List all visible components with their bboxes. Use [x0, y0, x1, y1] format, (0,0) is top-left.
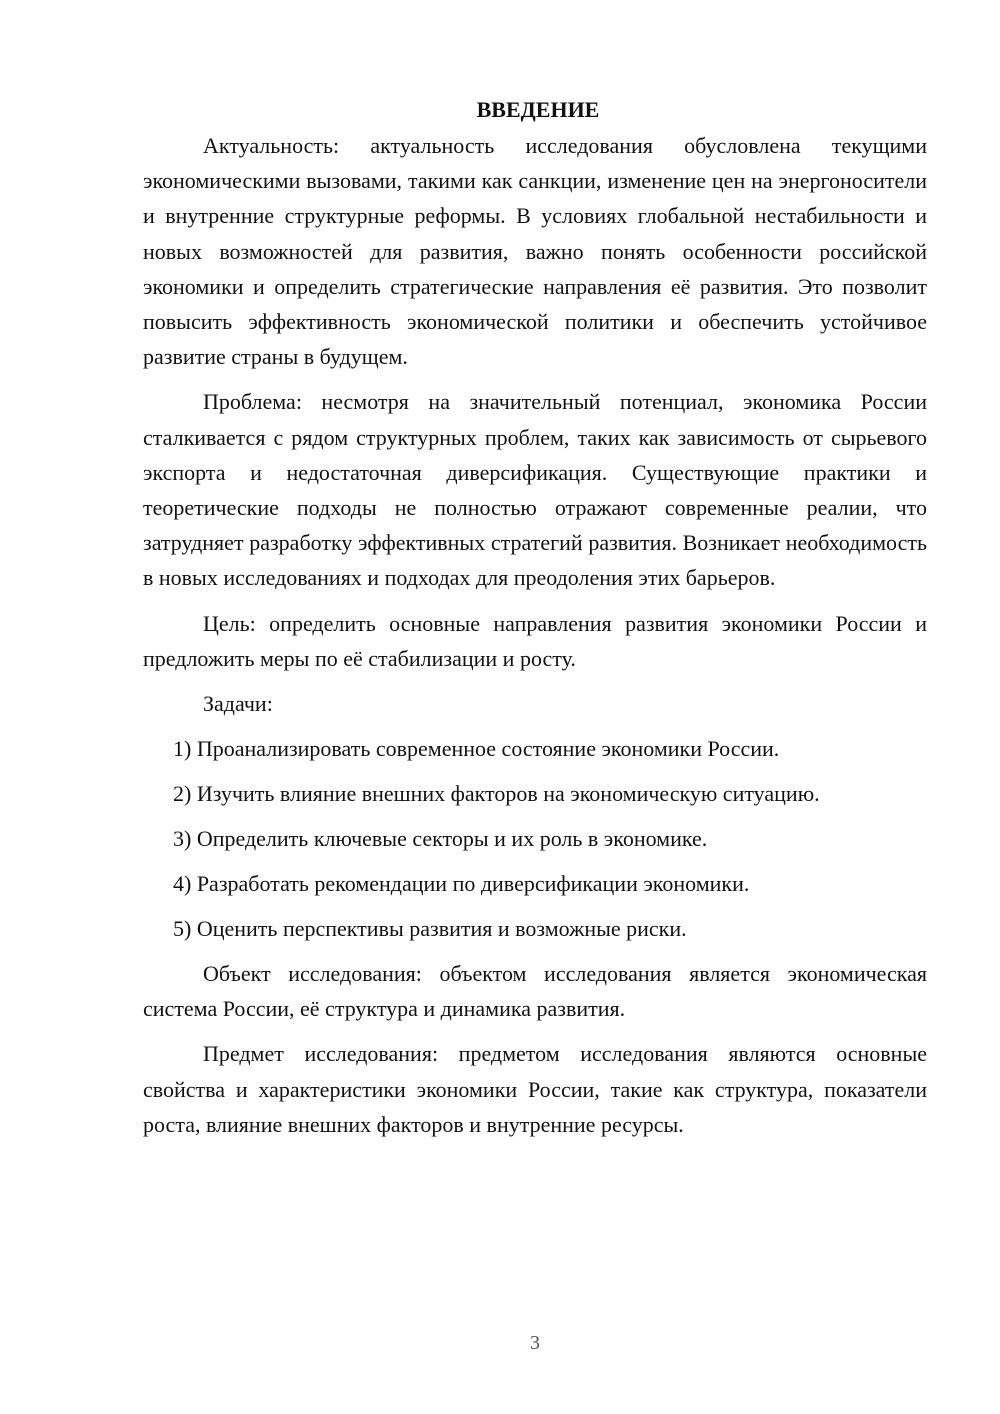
goal-paragraph: Цель: определить основные направления развития экономики России и предложить меры по её стабилизации и росту. — [143, 610, 927, 671]
page-number: 3 — [530, 1332, 540, 1354]
task-item: 4) Разработать рекомендации по диверсификации экономики. — [173, 871, 750, 897]
document-page — [143, 92, 927, 1152]
tasks-list — [143, 731, 927, 946]
task-item: 1) Проанализировать современное состояние экономики России. — [173, 736, 780, 762]
subject-paragraph: Предмет исследования: предметом исследования являются основные свойства и характеристики экономики России, такие как структура, показатели роста, влияние внешних факторов и внутренние ресурсы. — [143, 1041, 927, 1137]
task-item: 3) Определить ключевые секторы и их роль в экономике. — [173, 826, 708, 852]
tasks-label: Задачи: — [203, 691, 273, 717]
task-item: 2) Изучить влияние внешних факторов на экономическую ситуацию. — [173, 781, 820, 807]
object-paragraph: Объект исследования: объектом исследования является экономическая система России, её структура и динамика развития. — [143, 961, 927, 1022]
relevance-paragraph: Актуальность: актуальность исследования обусловлена текущими экономическими вызовами, такими как санкции, изменение цен на энергоносители и внутренние структурные реформы. В условиях глобальной нестабильности и новых возможностей для развития, важно понять особенности российской экономики и определить стратегические направления её развития. Это позволит повысить эффективность экономической политики и обеспечить устойчивое развитие страны в будущем. — [143, 133, 927, 370]
section-heading: ВВЕДЕНИЕ — [476, 97, 600, 122]
problem-paragraph: Проблема: несмотря на значительный потенциал, экономика России сталкивается с рядом структурных проблем, таких как зависимость от сырьевого экспорта и недостаточная диверсификация. Существующие практики и теоретические подходы не полностью отражают современные реалии, что затрудняет разработку эффективных стратегий развития. Возникает необходимость в новых исследованиях и подходах для преодоления этих барьеров. — [143, 389, 927, 591]
task-item: 5) Оценить перспективы развития и возможные риски. — [173, 916, 687, 942]
